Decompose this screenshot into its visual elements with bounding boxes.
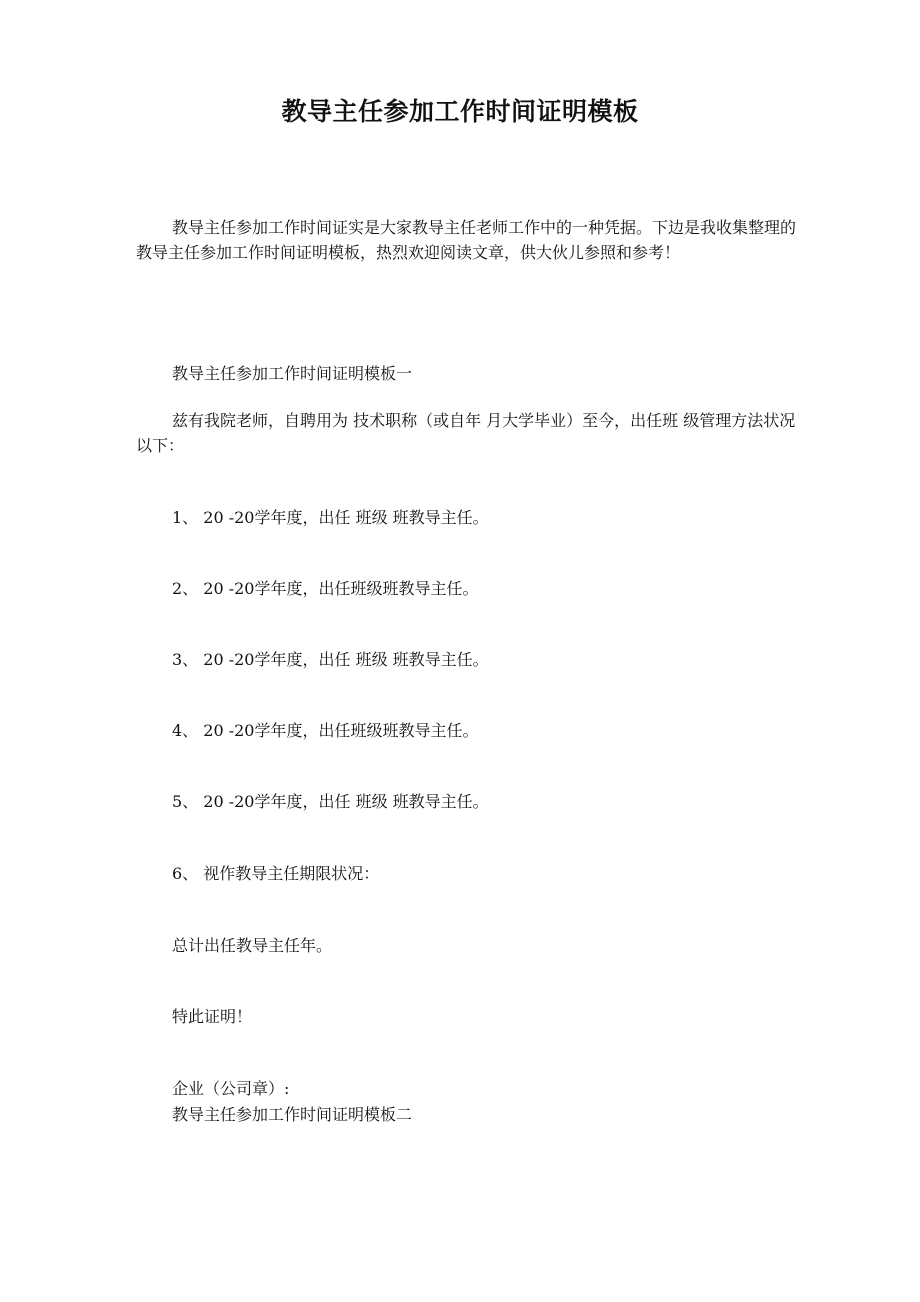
list-item-2: 2、 20 -20学年度，出任班级班教导主任。 <box>172 579 479 598</box>
body-paragraph: 兹有我院老师，自聘用为 技术职称（或自年 月大学毕业）至今，出任班 级管理方法状况以下： <box>136 411 796 455</box>
list-item-5: 5、 20 -20学年度，出任 班级 班教导主任。 <box>172 792 489 811</box>
certify-line: 特此证明！ <box>172 1007 253 1026</box>
document-title: 教导主任参加工作时间证明模板 <box>281 97 639 126</box>
list-item-1: 1、 20 -20学年度，出任 班级 班教导主任。 <box>172 508 489 527</box>
company-seal-line: 企业（公司章）: <box>172 1079 290 1098</box>
list-item-3: 3、 20 -20学年度，出任 班级 班教导主任。 <box>172 650 489 669</box>
section1-heading: 教导主任参加工作时间证明模板一 <box>172 364 413 383</box>
list-item-6: 6、 视作教导主任期限状况： <box>172 864 380 883</box>
intro-paragraph: 教导主任参加工作时间证实是大家教导主任老师工作中的一种凭据。下边是我收集整理的教导主任参加工作时间证明模板，热烈欢迎阅读文章，供大伙儿参照和参考！ <box>136 218 797 262</box>
total-line: 总计出任教导主任年。 <box>172 936 333 955</box>
list-item-4: 4、 20 -20学年度，出任班级班教导主任。 <box>172 721 479 740</box>
section2-heading: 教导主任参加工作时间证明模板二 <box>172 1105 413 1124</box>
